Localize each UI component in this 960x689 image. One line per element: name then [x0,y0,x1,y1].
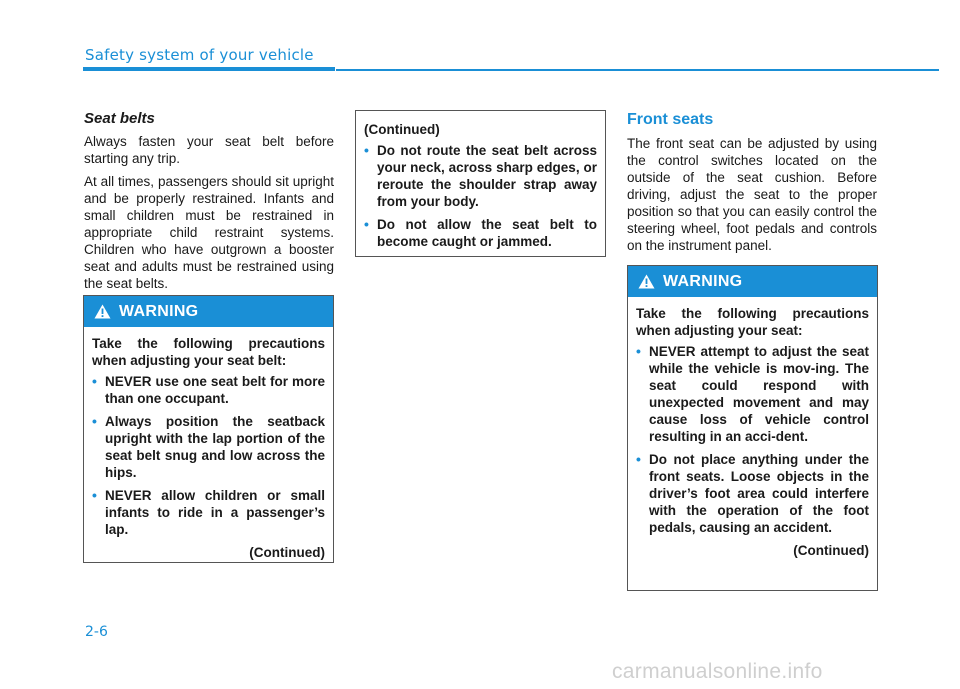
warning-header [84,296,333,327]
header-rule-thick [83,67,335,71]
seat-belt-warning-box [83,295,334,563]
watermark: carmanualsonline.info [612,660,823,683]
seat-belts-heading: Seat belts [84,110,155,127]
warning-label: WARNING [119,302,199,320]
front-seats-heading: Front seats [627,111,714,128]
header-rule-thin [336,69,939,71]
warning-triangle-icon [638,274,655,289]
warning-header [628,266,877,297]
warning-triangle-icon [94,304,111,319]
seat-belts-paragraph-1: Always fasten your seat belt before starting any trip. [84,134,334,166]
bullet-icon: • [92,487,97,503]
front-seat-warning-box [627,265,878,591]
continued-note: (Continued) [249,545,325,560]
warning-bullet: • Always position the seatback upright with the lap portion of the seat belt snug and low across the hips. [92,413,325,480]
warning-bullet: • NEVER attempt to adjust the seat while the vehicle is mov-ing. The seat could respond with unexpected movement and may cause loss of vehicle control resulting in an acci-dent. [636,343,869,444]
warning-intro: Take the following precautions when adjusting your seat: [636,306,869,338]
warning-body [628,297,877,567]
seat-belt-warning-continued-box [355,110,606,257]
bullet-icon: • [364,216,369,232]
column-seat-belts [84,110,334,298]
seat-belts-paragraph-2: At all times, passengers should sit upright and be properly restrained. Infants and small children must be restrained in appropriate child restraint systems. Children who have outgrown a booster seat and adults must be restrained using the seat belts. [84,174,334,291]
warning-intro: Take the following precautions when adjusting your seat belt: [92,336,325,368]
page-number: 2-6 [85,624,108,640]
bullet-icon: • [636,343,641,359]
continued-body [356,111,605,264]
warning-bullet: • Do not route the seat belt across your neck, across sharp edges, or reroute the shoulder strap away from your body. [364,142,597,209]
bullet-icon: • [92,373,97,389]
section-header-title: Safety system of your vehicle [85,46,314,64]
column-front-seats [627,111,877,260]
front-seats-paragraph: The front seat can be adjusted by using the control switches located on the outside of the seat cushion. Before driving, adjust the seat to the proper position so that you can easily control the steering wheel, foot pedals and controls on the instrument panel. [627,136,877,253]
warning-bullet: • NEVER allow children or small infants to ride in a passenger’s lap. [92,487,325,537]
warning-bullet: • Do not allow the seat belt to become caught or jammed. [364,216,597,249]
continued-label: (Continued) [364,122,440,137]
warning-body [84,327,333,569]
bullet-icon: • [364,142,369,158]
warning-bullet: • NEVER use one seat belt for more than one occupant. [92,373,325,406]
bullet-icon: • [636,451,641,467]
warning-bullet: • Do not place anything under the front seats. Loose objects in the driver’s foot area could interfere with the operation of the foot pedals, causing an accident. [636,451,869,535]
warning-label: WARNING [663,272,743,290]
bullet-icon: • [92,413,97,429]
continued-note: (Continued) [793,543,869,558]
